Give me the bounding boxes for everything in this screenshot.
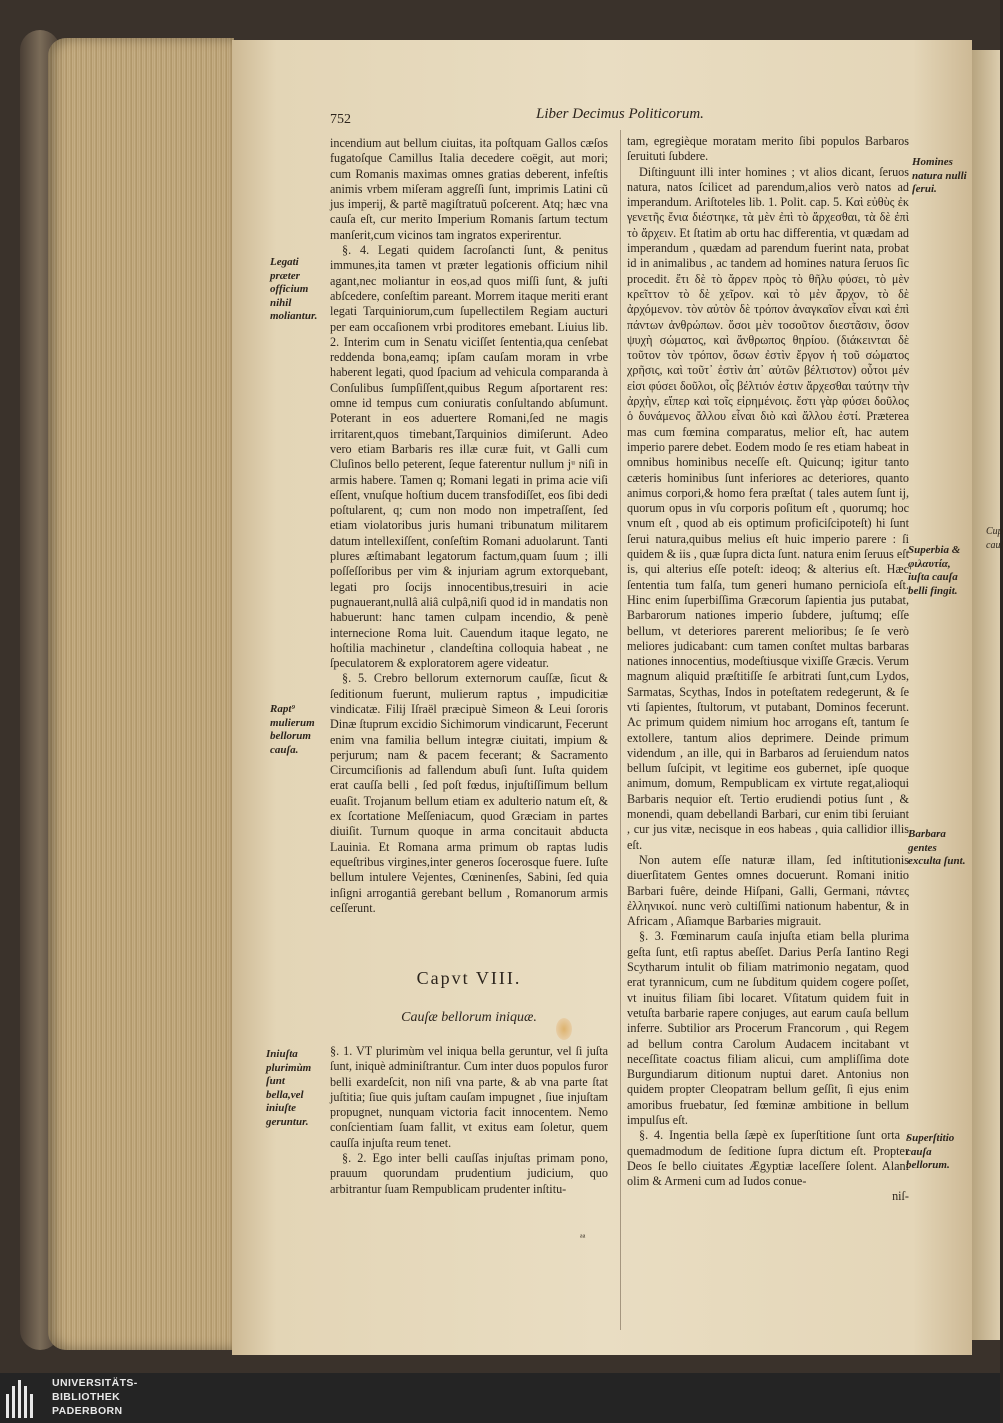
signature-mark: ᵃᵃ [580, 1232, 586, 1243]
facing-page-fragment: cauſ [986, 540, 1003, 551]
facing-page-fragment: Cup [986, 526, 1003, 537]
paragraph: Diſtinguunt illi inter homines ; vt alios dicant, ſeruos natura, natos ſcilicet ad parendum,alios verò natos ad imperandum. Ariſtoteles lib. 1. Polit. cap. 5. Καὶ εὐθὺς ἐκ γενετῆς ἔνια διέστηκε, τὰ μὲν ἐπὶ τὸ ἄρχεσθαι, τὰ δὲ ἐπὶ τὸ ἄρχειν. Et ſtatim ab ortu hac differentia, vt quædam ad imperandum , quædam ad parendum fuerint nata, probat id in animalibus , ac tandem ad homines natura ſeruos ſic procedit. ἔτι δὲ τὸ ἄρρεν πρὸς τὸ θῆλυ φύσει, τὸ μὲν κρεῖττον τὸ δὲ χεῖρον. καὶ τὸ μὲν ἄρχον, τὸ δὲ ἀρχόμενον. τὸν αὐτὸν δὲ τρόπον ἀναγκαῖον εἶναι καὶ ἐπὶ πάντων ἀνθρώπων. ὅσοι μὲν τοσοῦτον διεστᾶσιν, ὅσον ψυχὴ σώματος, καὶ ἄνθρωπος θηρίου. (διάκεινται δὲ τοῦτον τὸν τρόπον, ὅσων ἐστὶν ἔργον ἡ τοῦ σώματος χρῆσις, καὶ τοῦτ᾽ ἐστὶν ἀπ᾽ αὐτῶν βέλτιστον) οὗτοι μέν εἰσι φύσει δοῦλοι, οἷς βέλτιόν ἐστιν ἄρχεσθαι ταύτην τὴν ἀρχὴν, εἴπερ καὶ τοῖς εἰρημένοις. ἔστι γὰρ φύσει δοῦλος ὁ δυνάμενος ἄλλου εἶναι διὸ καὶ ἄλλου ἐστί. Præterea mas cum fœmina comparatus, melior eſt, hac autem imperio parere debet. Eodem modo ſe res etiam habeat in omnibus hominibus neceſſe eſt. Quicunq; igitur tanto cæteris hominibus ſunt inferiores ac deteriores, quanto animus corpori,& homo fera præſtat ( tales autem ſunt ij, quorum opus in vſu corporis poſitum eſt , quorumq; hoc vnum eſt , quod ab eis optimum proficiſcipoteſt) hi ſunt ſerui natura,quibus melius eſt huic imperio parere : ſi quidem & iis , quæ ſupra dicta ſunt. natura enim ſeruus eſt is, qui alterius eſſe poteſt: ideoq; & alterius eſt. Hæc ſententia tum falſa, tum generi humano pernicioſa eſt. Hinc enim ſuperbiſſima Græcorum ſapientia jus putabat, Barbarorum nationes imperio ſubdere, juſtumq; eſſe bellum, vt deteriores parerent melioribus; ſe ſe verò meliores judicabant: cum tamen conſtet multas barbaras nationes innocentius, modeſtiusque vixiſſe Græcis. Verum magnum aliquid præſtitiſſe ſe arbitrati ſunt,cum Lydos, Sarmatas, Scythas, Indos in poteſtatem redegerunt, & ſe vti ſapientes, ſtultorum, vt putabant, Dominos fecerunt. Ac primum quidem nimium hoc arrogans eſt, tantum ſe extollere, tantum alios deprimere. Deinde primum videndum , an ille, qui in Barbaros ad ſeruiendum natos bellum ſuſcipit, vt legitime eos gubernet, ipſe quoque animum, domum, Rempublicam ex virtute regat,alioqui Barbaris nequior eſt. Tertio erudiendi potius ſunt , & monendi, quam debellandi Barbari, cur enim tibi ſeruiant , cur jus vitæ, necisque in eos habeas , quia callidior illis eſt. [627, 164, 909, 852]
paragraph: incendium aut bellum ciuitas, ita poſtquam Gallos cæſos fugatoſque Camillus Italia decedere coëgit, aut mori; cum Romanis maximas omnes gratias deberent, infeſtis animis vrbem miſeram aggreſſi ſunt, imprimis Latini cũ jus imperij, & partẽ magiſtratuũ poſcerent. Atq; hæc vna cauſa eſt, cur merito Imperium Romanis ſartum tectum manſerit,cum vicinos tam ingratos experirentur. [330, 136, 608, 242]
right-column [627, 134, 909, 1205]
library-name-line-2: BIBLIOTHEK [52, 1391, 121, 1403]
library-footer-bar [0, 1373, 1000, 1423]
paragraph: tam, egregièque moratam merito ſibi populos Barbaros ſeruituti ſubdere. [627, 134, 909, 164]
margin-note-iniusta: Iniuſta plurimùm ſunt bella,vel iniuſte geruntur. [266, 1048, 312, 1128]
paragraph: Non autem eſſe naturæ illam, ſed inſtitutionis diuerſitatem Gentes omnes docuerunt. Romani initio Barbari fuêre, deinde Hiſpani, Galli, Germani, πάντες ἐλληνικοί. nunc verò cultiſſimi nationum habentur, & in Africam , Aſiamque Barbaries migrauit. [627, 852, 909, 929]
chapter-title: Capvt VIII. [416, 968, 522, 988]
library-name-line-1: UNIVERSITÄTS- [52, 1377, 138, 1389]
page-block-edge [48, 38, 234, 1350]
margin-note-superbia: Superbia & φιλαυτία, iuſta cauſa belli fingit. [908, 544, 961, 597]
column-divider [620, 130, 621, 1330]
chapter-subtitle: Cauſæ bellorum iniquæ. [401, 1010, 537, 1025]
margin-note-barbara: Barbara gentes exculta ſunt. [908, 828, 966, 867]
library-name-line-3: PADERBORN [52, 1405, 123, 1417]
paragraph: §. 5. Crebro bellorum externorum cauſſæ, ſicut & ſeditionum fuerunt, mulierum raptus , impudicitiæ vindicatæ. Filij Iſraël præcipuè Simeon & Leui ſororis Dinæ ſtuprum excidio Sichimorum vindicarunt, Fecerunt enim vna familia bellum integræ ciuitati, impium & perjurum; nam & pacem fecerant; & Sacramento Circumciſionis ad fallendum abuſi ſunt. Iuſta quidem erat cauſſa belli , ſed poſt fœdus, injuſtiſſimum bellum euaſit. Trojanum bellum etiam ex adulterio natum eſt, & ex ſcortatione Meſſeniacum, quod Græciam in partes diuiſit. Turnum quoque in arma concitauit abducta Lauinia. Et Romana arma primum ob raptas ludis equeſtribus virgines,inter generos ſocerosque fuere. Iuſte bellum intulere Vejentes, Cœninenſes, Sabini, ſed quia inſigni arrogantiâ gerebant bellum , Romanorum armis ceſſerunt. [330, 671, 608, 915]
paragraph: §. 4. Ingentia bella ſæpè ex ſuperſtitione ſunt orta , quemadmodum de ſeditione ſupra dictum eſt. Propter Deos ſe bello ciuitates Ægyptiæ laceſſere ſolent. Alani olim & Armeni cum ad Iudos conue- [627, 1128, 909, 1189]
library-logo-icon [4, 1376, 40, 1420]
catchword: niſ- [892, 1189, 909, 1204]
paragraph: §. 4. Legati quidem ſacroſancti ſunt, & penitus immunes,ita tamen vt præter legationis officium nihil agant,nec moliantur in eos,ad quos miſſi ſunt, & juſti abſcedere, conſeſtim pareant. Morrem itaque meriti erant legati Tarquiniorum,cum ſupellectilem Regiam aucturi per eam occaſionem vrbi proditores emebant. Liuius lib. 2. Interim cum in Senatu viciſſet ſententia,qua cenſebat reddenda bona,eamq; ipſam cauſam moram in vrbe haberent legati, quod ſpacium ad vehicula comparanda à Conſulibus ſumpſiſſent,quibus Regum aſportarent res: omne id tempus cum coniuratis conſultando abſumunt. Poterant in eos aduertere Romani,ſed ne magis irritarent,quos timebant,Tarquinios dimiſerunt. Adeo vero etiam Barbaris res illæ curæ fuit, vt Galli cum Cluſinos bello peterent, ſeque faterentur nullum jᵘ niſi in armis habere. Tamen q; Romani legati in prima acie viſi eſſent, vnuſque hoſtium ducem transfodiſſet, eos ſibi dedi poſtularent, q; cum non modo non impetraſſent, ſed etiam violatoribus juris humani tribunatum militarem datum intellexiſſent, conſeſtim Romani aduolarunt. Tanti plures æſtimabant legatorum factum,quam ſuum ; illi poſſeſſoribus per vim & injuriam agrum extorquebant, legati pro ſocijs innocentibus,tresuiri in acie pugnauerant,nullâ aliâ culpâ,niſi quod id in mandatis non habuerunt: hanc tamen culpam incendio, & penè internecione Roma luit. Cauendum itaque legato, ne hoſtilia machinetur , clandeſtina colloquia habeat , ne ſpeculatorem & exploratorem agere videatur. [330, 243, 608, 671]
margin-note-homines: Homines natura nulli ſerui. [912, 156, 967, 195]
paper-stain [556, 1018, 572, 1040]
page-number: 752 [330, 112, 351, 127]
paragraph: §. 2. Ego inter belli cauſſas injuſtas primam pono, prauum quorundam prudentium judicium, quo arbitrantur ſuam Rempublicam prudenter inſtitu- [330, 1151, 608, 1196]
paragraph: §. 1. VT plurimùm vel iniqua bella geruntur, vel ſi juſta ſunt, iniquè adminiſtrantur. Cum inter duos populos furor belli exardeſcit, non niſi vna parte, & ab vna parte ſtat juſtitia; ſiue quis juſtam cauſam impugnet , ſiue injuſtam propugnet, nunquam victoria facit innocentem. Nemo conſcientiam ſuam fallit, vt exitus eam ſoletur, quem cauſſa injuſta reum tenet. [330, 1044, 608, 1150]
paragraph: §. 3. Fœminarum cauſa injuſta etiam bella plurima geſta ſunt, etſi raptus abeſſet. Darius Perſa Iantino Regi Scytharum intulit ob filiam matrimonio negatam, quod erat tyrannicum, cum ne ſubditum quidem cogere poſſet, vt inuitus filiam ſibi locaret. Vſitatum quidem fuit in vetuſta barbarie rapere conjuges, aut earum cauſa bellum inferre. Subtilior ars Procerum Francorum , qui Regem ad bellum contra Carolum Audacem incitabant vt neceſſitate coactus filiam alicui, cum ampliſſima dote Burgundiarum ditionum nuptui daret. Antonius non quidem propter Cleopatram bellum geſſit, ſi ejus enim amoribus fruebatur, ſed fœminæ ambitione in bellum impulſus eſt. [627, 929, 909, 1127]
facing-page-edge [972, 50, 1003, 1340]
running-title: Liber Decimus Politicorum. [536, 106, 704, 122]
margin-note-rapti: Rapt⁹ mulierum bellorum cauſa. [270, 703, 315, 756]
left-column-after-chapter [330, 1044, 608, 1197]
left-column [330, 136, 608, 916]
margin-note-superstitio: Superſtitio cauſa bellorum. [906, 1132, 955, 1171]
margin-note-legati: Legati præter officium nihil moliantur. [270, 256, 318, 322]
